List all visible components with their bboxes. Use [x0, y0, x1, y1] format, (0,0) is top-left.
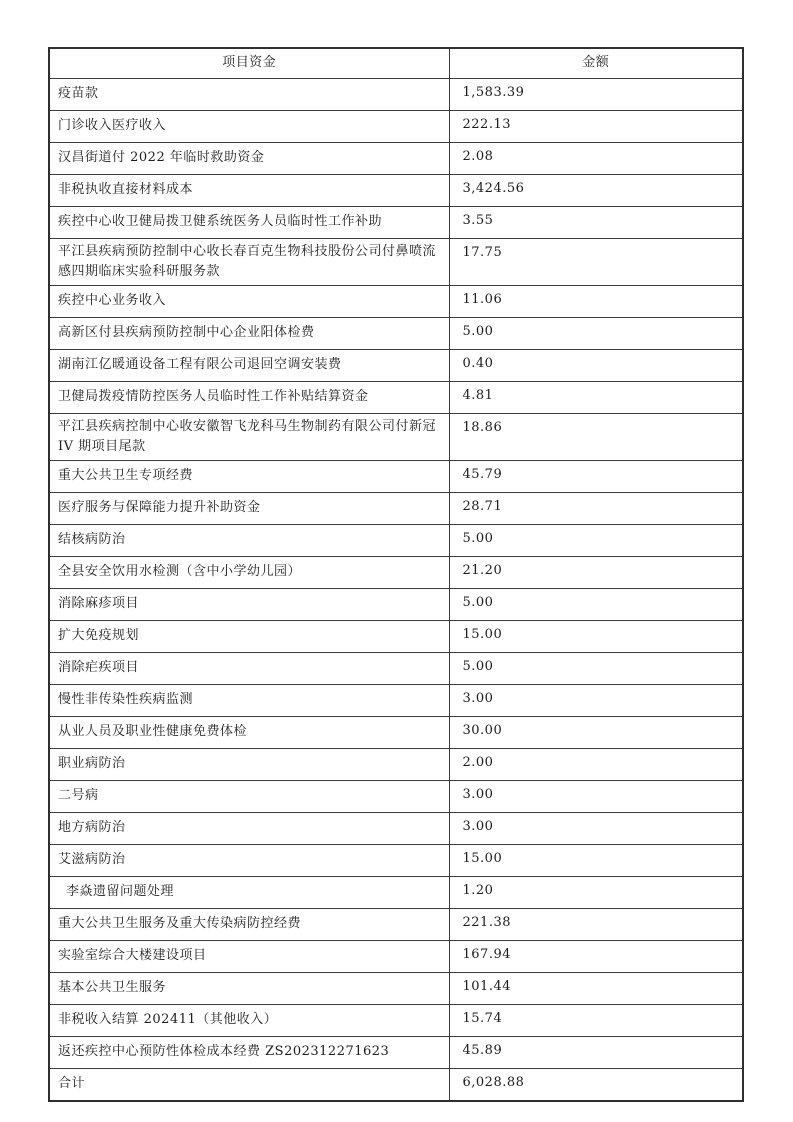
- table-row: [49, 78, 743, 110]
- amount-cell: 3,424.56: [449, 174, 743, 206]
- amount-cell: 15.74: [449, 1005, 743, 1037]
- table-row: [49, 845, 743, 877]
- amount-cell: 30.00: [449, 717, 743, 749]
- amount-cell: 18.86: [449, 413, 743, 460]
- amount-cell: 101.44: [449, 973, 743, 1005]
- amount-cell: 28.71: [449, 493, 743, 525]
- table-row: [49, 142, 743, 174]
- item-cell: 非税执收直接材料成本: [49, 174, 449, 206]
- column-header-amount: 金额: [449, 48, 743, 78]
- item-cell: 高新区付县疾病预防控制中心企业阳体检费: [49, 317, 449, 349]
- amount-cell: 3.55: [449, 206, 743, 238]
- amount-cell: 222.13: [449, 110, 743, 142]
- item-cell: 重大公共卫生专项经费: [49, 461, 449, 493]
- table-row: [49, 238, 743, 285]
- amount-cell: 21.20: [449, 557, 743, 589]
- table-body: [49, 48, 743, 1101]
- table-row: [49, 493, 743, 525]
- amount-cell: 11.06: [449, 285, 743, 317]
- item-cell: 结核病防治: [49, 525, 449, 557]
- amount-cell: 6,028.88: [449, 1069, 743, 1101]
- item-cell: 基本公共卫生服务: [49, 973, 449, 1005]
- table-row: [49, 717, 743, 749]
- amount-cell: 1,583.39: [449, 78, 743, 110]
- item-cell: 慢性非传染性疾病监测: [49, 685, 449, 717]
- table-row: [49, 621, 743, 653]
- item-cell: 消除麻疹项目: [49, 589, 449, 621]
- amount-cell: 3.00: [449, 813, 743, 845]
- item-cell: 卫健局拨疫情防控医务人员临时性工作补贴结算资金: [49, 381, 449, 413]
- item-cell: 合计: [49, 1069, 449, 1101]
- item-cell: 重大公共卫生服务及重大传染病防控经费: [49, 909, 449, 941]
- amount-cell: 221.38: [449, 909, 743, 941]
- table-row: [49, 317, 743, 349]
- amount-cell: 5.00: [449, 317, 743, 349]
- table-row: [49, 413, 743, 460]
- item-cell: 平江县疾病控制中心收安徽智飞龙科马生物制药有限公司付新冠 IV 期项目尾款: [49, 413, 449, 460]
- table-header-row: [49, 48, 743, 78]
- item-cell: 汉昌街道付 2022 年临时救助资金: [49, 142, 449, 174]
- table-row: [49, 381, 743, 413]
- item-cell: 平江县疾病预防控制中心收长春百克生物科技股份公司付鼻喷流感四期临床实验科研服务款: [49, 238, 449, 285]
- item-cell: 艾滋病防治: [49, 845, 449, 877]
- column-header-item: 项目资金: [49, 48, 449, 78]
- amount-cell: 45.79: [449, 461, 743, 493]
- item-cell: 医疗服务与保障能力提升补助资金: [49, 493, 449, 525]
- table-row: [49, 285, 743, 317]
- item-cell: 返还疾控中心预防性体检成本经费 ZS202312271623: [49, 1037, 449, 1069]
- item-cell: 全县安全饮用水检测（含中小学幼儿园）: [49, 557, 449, 589]
- amount-cell: 17.75: [449, 238, 743, 285]
- amount-cell: 45.89: [449, 1037, 743, 1069]
- item-cell: 疾控中心业务收入: [49, 285, 449, 317]
- table-row: [49, 1037, 743, 1069]
- amount-cell: 1.20: [449, 877, 743, 909]
- table-row: [49, 461, 743, 493]
- table-row: [49, 1069, 743, 1101]
- table-row: [49, 557, 743, 589]
- item-cell: 疫苗款: [49, 78, 449, 110]
- table-row: [49, 349, 743, 381]
- table-row: [49, 110, 743, 142]
- table-row: [49, 685, 743, 717]
- amount-cell: 3.00: [449, 781, 743, 813]
- table-row: [49, 813, 743, 845]
- table-row: [49, 206, 743, 238]
- amount-cell: 4.81: [449, 381, 743, 413]
- project-funds-table: [48, 47, 744, 1102]
- item-cell: 疾控中心收卫健局拨卫健系统医务人员临时性工作补助: [49, 206, 449, 238]
- amount-cell: 15.00: [449, 845, 743, 877]
- amount-cell: 2.08: [449, 142, 743, 174]
- table-row: [49, 941, 743, 973]
- table-row: [49, 653, 743, 685]
- table-row: [49, 589, 743, 621]
- item-cell: 非税收入结算 202411（其他收入）: [49, 1005, 449, 1037]
- amount-cell: 2.00: [449, 749, 743, 781]
- table-row: [49, 973, 743, 1005]
- amount-cell: 5.00: [449, 653, 743, 685]
- table-row: [49, 525, 743, 557]
- amount-cell: 167.94: [449, 941, 743, 973]
- table-row: [49, 1005, 743, 1037]
- item-cell: 消除疟疾项目: [49, 653, 449, 685]
- item-cell: 实验室综合大楼建设项目: [49, 941, 449, 973]
- item-cell: 李焱遗留问题处理: [49, 877, 449, 909]
- table-row: [49, 174, 743, 206]
- amount-cell: 0.40: [449, 349, 743, 381]
- item-cell: 扩大免疫规划: [49, 621, 449, 653]
- amount-cell: 3.00: [449, 685, 743, 717]
- item-cell: 职业病防治: [49, 749, 449, 781]
- amount-cell: 5.00: [449, 589, 743, 621]
- item-cell: 地方病防治: [49, 813, 449, 845]
- table-row: [49, 909, 743, 941]
- table-row: [49, 877, 743, 909]
- item-cell: 湖南江亿暖通设备工程有限公司退回空调安装费: [49, 349, 449, 381]
- amount-cell: 5.00: [449, 525, 743, 557]
- table-row: [49, 781, 743, 813]
- item-cell: 从业人员及职业性健康免费体检: [49, 717, 449, 749]
- table-row: [49, 749, 743, 781]
- item-cell: 二号病: [49, 781, 449, 813]
- item-cell: 门诊收入医疗收入: [49, 110, 449, 142]
- amount-cell: 15.00: [449, 621, 743, 653]
